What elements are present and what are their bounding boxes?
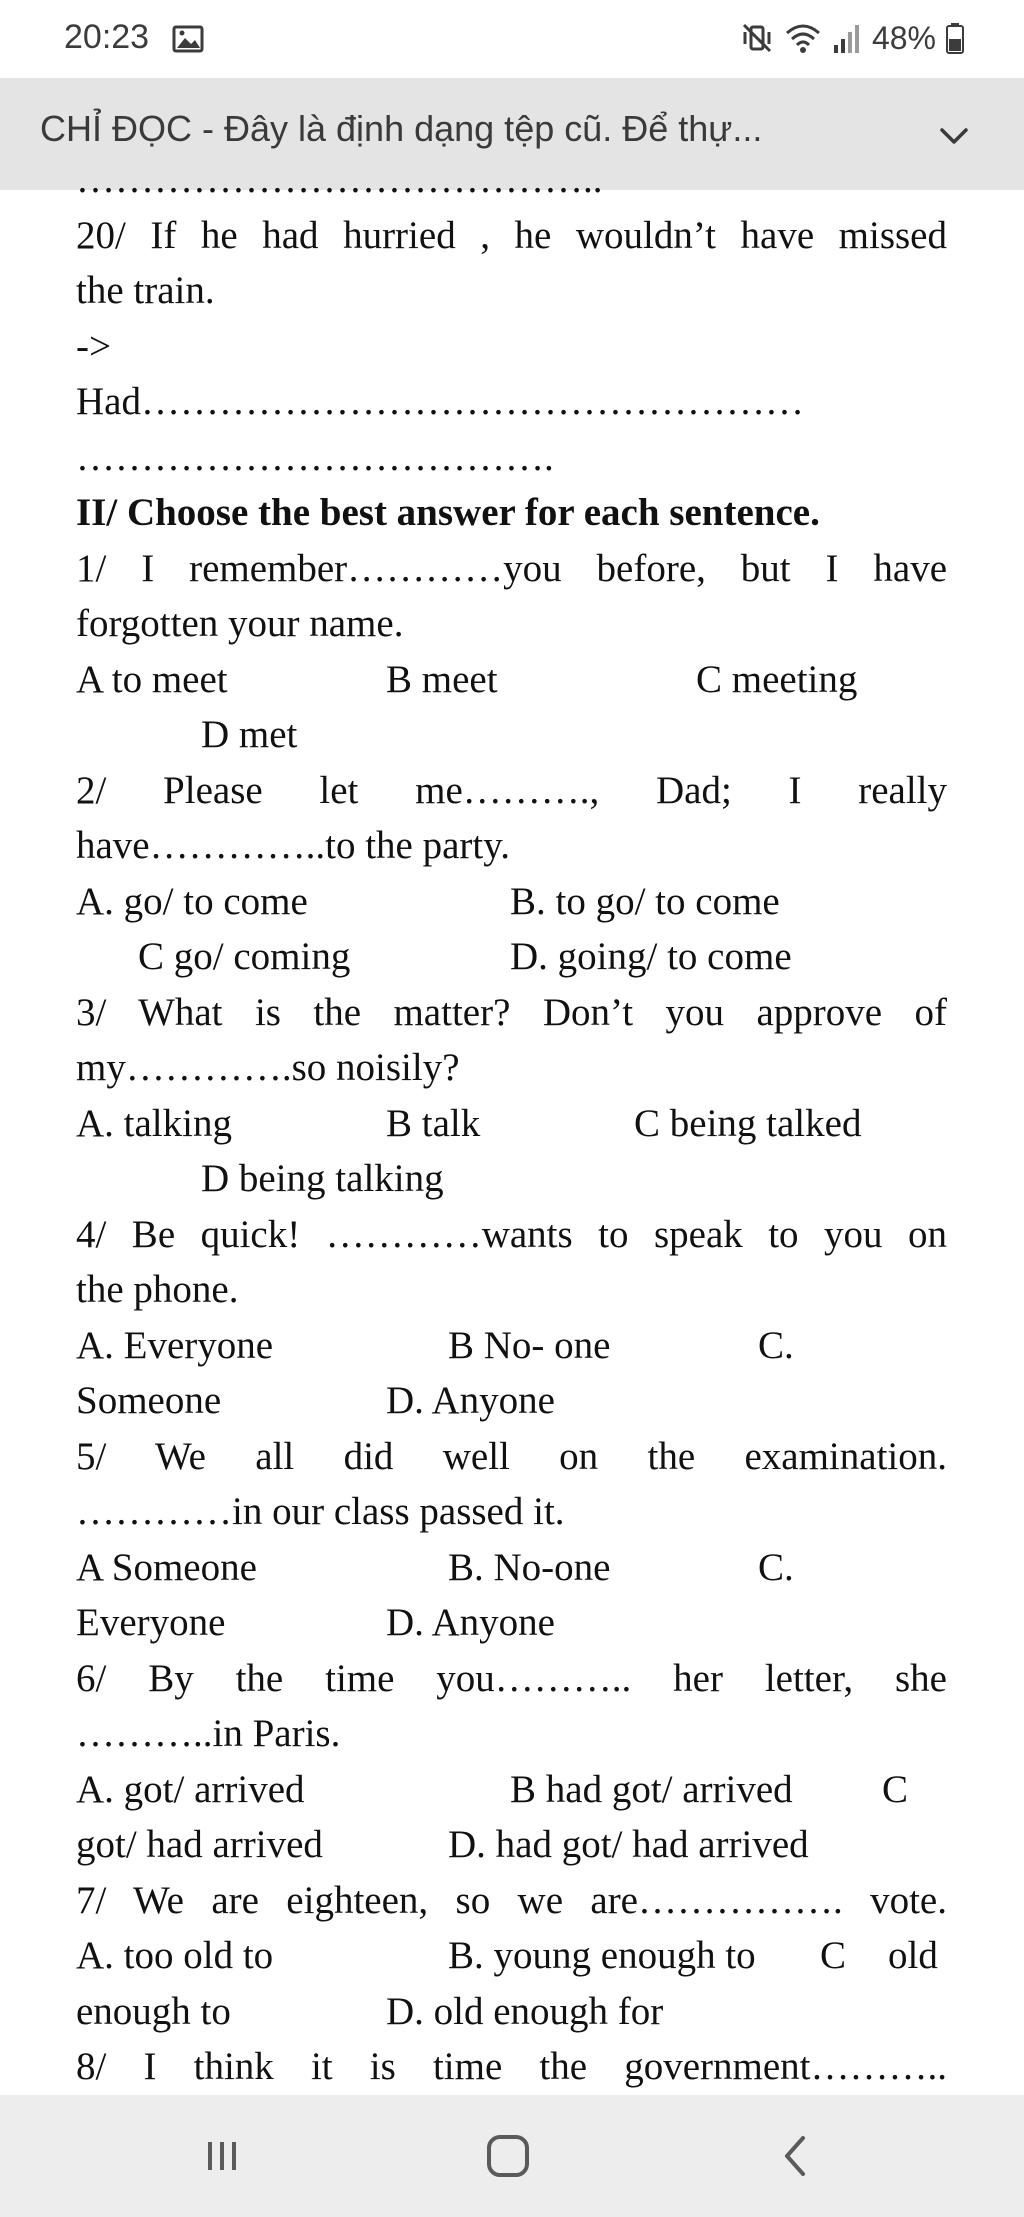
recent-apps-button[interactable] — [192, 2131, 252, 2181]
q6-option-c-rest: got/ had arrived — [76, 1823, 323, 1866]
q20-line1: 20/ If he had hurried , he wouldn’t have missed — [76, 213, 947, 257]
q1-option-d: D met — [201, 713, 298, 756]
q6-options-row-2 — [76, 1817, 947, 1873]
q3-line1: 3/ What is the matter? Don’t you approve of — [76, 990, 947, 1034]
signal-icon — [832, 21, 862, 55]
q6-option-b: B had got/ arrived — [510, 1767, 793, 1811]
q6-option-c-prefix: C — [882, 1767, 909, 1811]
q1-options-row — [76, 652, 947, 708]
q3-option-a: A. talking — [76, 1101, 232, 1145]
mute-vibrate-icon — [740, 21, 774, 55]
q4-option-a: A. Everyone — [76, 1323, 274, 1367]
q2-line2: have…………..to the party. — [76, 824, 510, 867]
navigation-bar — [0, 2095, 1024, 2217]
q4-options-row — [76, 1318, 947, 1374]
q5-options-row-2 — [76, 1595, 947, 1651]
document-viewer[interactable] — [0, 158, 1024, 2095]
q3-line2: my………….so noisily? — [76, 1046, 460, 1089]
wifi-icon — [784, 21, 822, 55]
document-content — [76, 152, 947, 2095]
q7-line1: 7/ We are eighteen, so we are……………. vote. — [76, 1878, 947, 1922]
q1-option-a: A to meet — [76, 657, 228, 701]
q20-arrow: -> — [76, 324, 111, 368]
status-time: 20:23 — [64, 18, 150, 56]
q7-option-a: A. too old to — [76, 1934, 274, 1977]
home-icon — [484, 2132, 532, 2180]
q2-line1: 2/ Please let me………., Dad; I really — [76, 768, 947, 812]
q6-option-d: D. had got/ had arrived — [448, 1823, 809, 1866]
q3-option-b: B talk — [386, 1101, 481, 1145]
q2-options-row-2 — [76, 929, 947, 985]
q4-line1: 4/ Be quick! …………wants to speak to you on — [76, 1212, 947, 1256]
q8-line1: 8/ I think it is time the government……….. — [76, 2045, 947, 2088]
q2-options-row — [76, 874, 947, 930]
q7-option-c-word2: enough to — [76, 1989, 231, 2033]
q6-options-row — [76, 1762, 947, 1818]
q5-option-a: A Someone — [76, 1545, 257, 1589]
q20-dots-line: ………………………………. — [76, 435, 554, 479]
q5-option-b: B. No-one — [448, 1545, 611, 1589]
chevron-down-icon[interactable] — [934, 116, 974, 156]
q1-line2: forgotten your name. — [76, 602, 404, 645]
q6-line2: ………..in Paris. — [76, 1712, 341, 1755]
dots-line: ………………………………….. — [76, 158, 603, 201]
q7-option-d: D. old enough for — [386, 1989, 664, 2033]
q2-option-c: C go/ coming — [138, 935, 351, 978]
q2-option-d: D. going/ to come — [510, 935, 792, 978]
q4-option-d: D. Anyone — [386, 1379, 555, 1422]
q3-options-row — [76, 1096, 947, 1152]
status-icons — [740, 18, 964, 58]
status-bar — [0, 0, 1024, 78]
q1-line1: 1/ I remember…………you before, but I have — [76, 546, 947, 590]
q20-answer-line: Had…………………………………………… — [76, 380, 804, 423]
q7-option-b: B. young enough to — [448, 1934, 756, 1977]
q4-option-c-word: Someone — [76, 1379, 222, 1422]
q6-line1: 6/ By the time you……….. her letter, she — [76, 1656, 947, 1700]
q4-option-c-prefix: C. — [758, 1323, 794, 1367]
q3-option-d: D being talking — [201, 1157, 444, 1200]
recent-apps-icon — [202, 2136, 242, 2176]
q4-line2: the phone. — [76, 1268, 239, 1311]
q1-option-b: B meet — [386, 657, 498, 701]
back-icon — [776, 2134, 816, 2178]
q7-option-c-word1: old — [888, 1934, 938, 1977]
q5-option-d: D. Anyone — [386, 1601, 555, 1644]
q2-option-a: A. go/ to come — [76, 879, 308, 923]
q7-options-row-2 — [76, 1984, 947, 2040]
q5-option-c-prefix: C. — [758, 1545, 794, 1589]
q20-line2: the train. — [76, 269, 215, 312]
q5-line1: 5/ We all did well on the examination. — [76, 1434, 947, 1478]
q3-options-row-2 — [76, 1151, 947, 1207]
q3-option-c: C being talked — [634, 1101, 862, 1145]
battery-percentage: 48% — [871, 19, 936, 56]
q1-options-row-2 — [76, 707, 947, 763]
readonly-banner-text: CHỈ ĐỌC - Đây là định dạng tệp cũ. Để thự... — [40, 108, 763, 149]
back-button[interactable] — [766, 2131, 826, 2181]
q7-option-c-prefix: C — [820, 1934, 847, 1977]
gallery-icon — [172, 25, 204, 53]
q4-option-b: B No- one — [448, 1323, 611, 1367]
q1-option-c: C meeting — [696, 657, 858, 701]
q5-line2: …………in our class passed it. — [76, 1490, 565, 1533]
q7-options-row — [76, 1928, 947, 1984]
home-button[interactable] — [478, 2131, 538, 2181]
q6-option-a: A. got/ arrived — [76, 1767, 305, 1811]
q2-option-b: B. to go/ to come — [510, 879, 780, 923]
battery-icon — [946, 22, 964, 54]
q5-option-c-word: Everyone — [76, 1601, 226, 1644]
section-heading: II/ Choose the best answer for each sentence. — [76, 491, 820, 534]
q5-options-row — [76, 1540, 947, 1596]
q4-options-row-2 — [76, 1373, 947, 1429]
